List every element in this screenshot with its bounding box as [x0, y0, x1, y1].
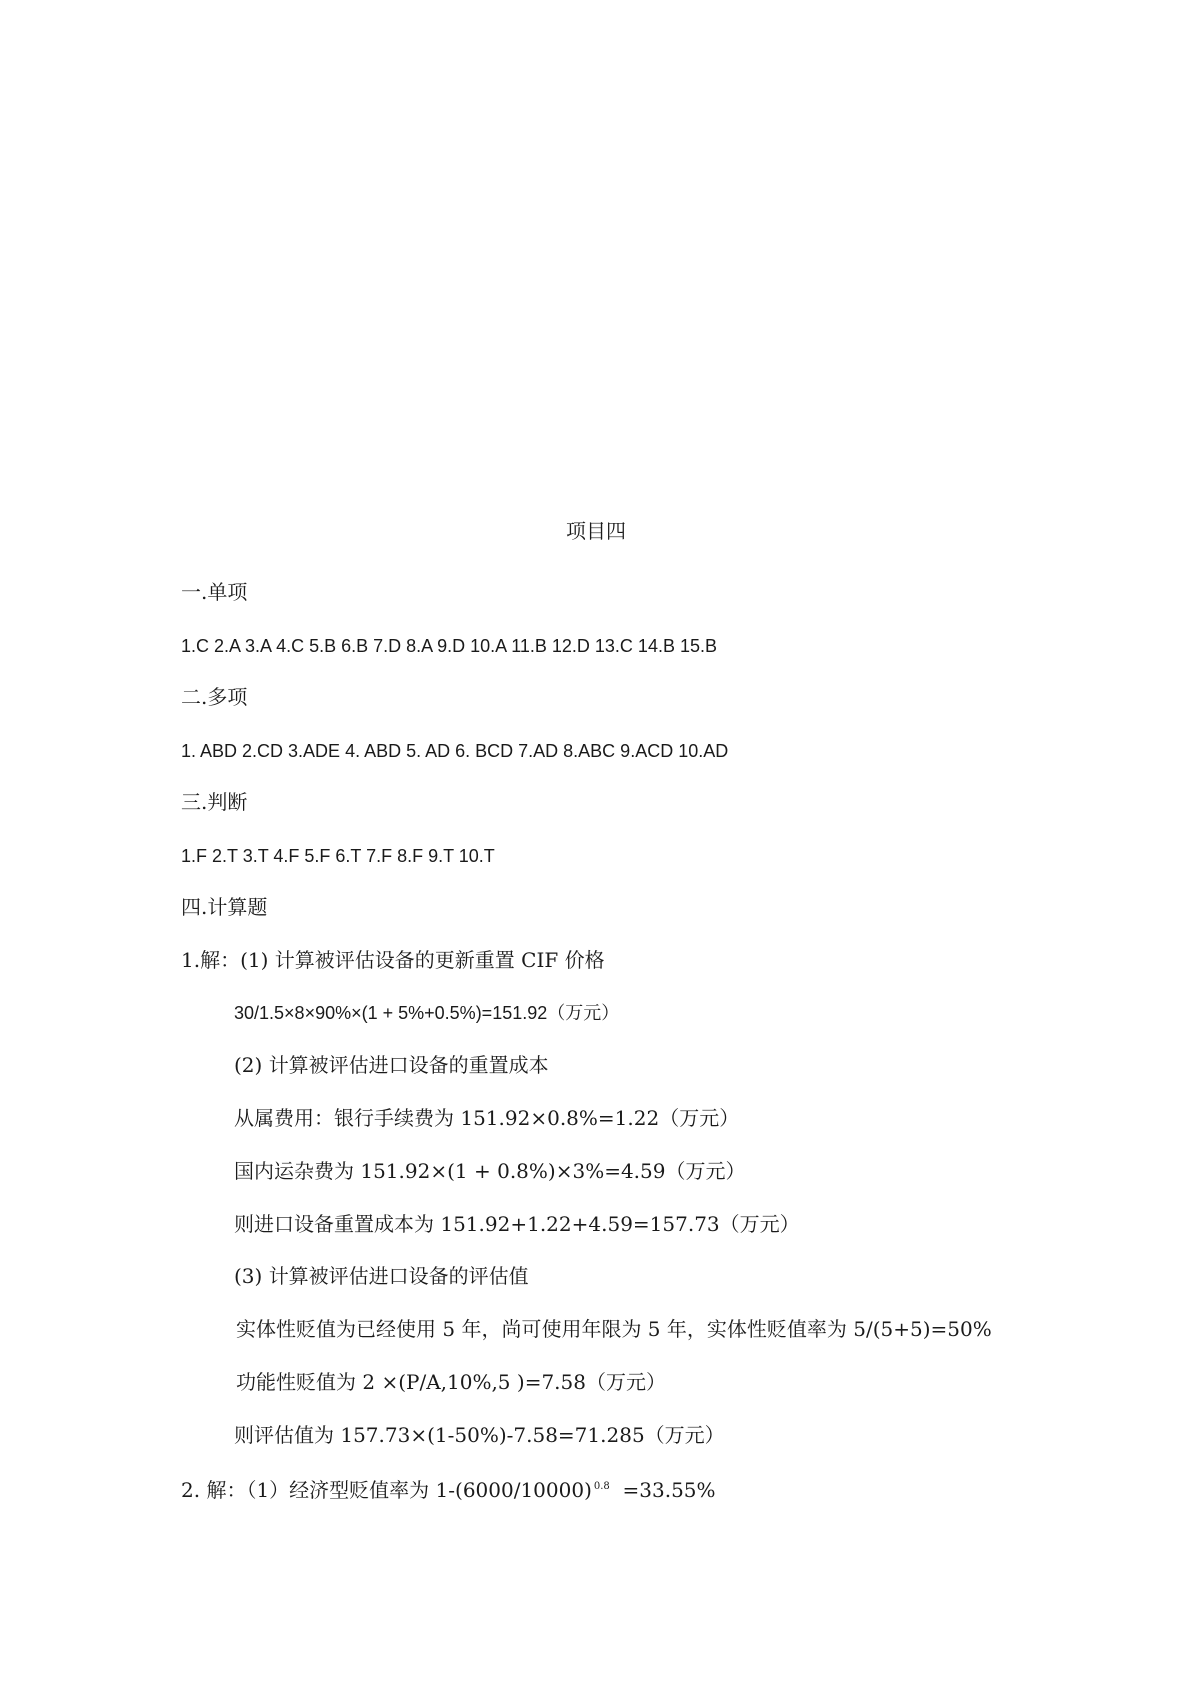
problem1-step3-line2: 功能性贬值为 2 ×(P/A,10%,5 )=7.58（万元） [236, 1370, 666, 1394]
problem1-step2-title: (2) 计算被评估进口设备的重置成本 [234, 1053, 549, 1077]
problem2-step1-exponent: 0.8 [593, 1481, 610, 1492]
true-false-answers: 1.F 2.T 3.T 4.F 5.F 6.T 7.F 8.F 9.T 10.T [181, 846, 495, 866]
problem1-step3-title: (3) 计算被评估进口设备的评估值 [234, 1264, 529, 1288]
page-title: 项目四 [566, 519, 626, 543]
problem1-step2-line1: 从属费用：银行手续费为 151.92×0.8%=1.22（万元） [234, 1106, 740, 1130]
section-heading-single-choice: 一.单项 [181, 580, 248, 604]
problem1-header [181, 950, 605, 970]
problem1-step1-title: (1) 计算被评估设备的更新重置 CIF 价格 [240, 948, 605, 972]
problem1-label: 1.解： [181, 948, 241, 972]
section-heading-multiple-choice: 二.多项 [181, 685, 248, 709]
problem2-line1 [181, 1480, 716, 1500]
section-heading-true-false: 三.判断 [181, 790, 248, 814]
problem1-step2-line3: 则进口设备重置成本为 151.92+1.22+4.59=157.73（万元） [234, 1212, 800, 1236]
problem1-step3-line1: 实体性贬值为已经使用 5 年，尚可使用年限为 5 年，实体性贬值率为 5/(5+5)=50% [236, 1317, 992, 1341]
multiple-choice-answers: 1. ABD 2.CD 3.ADE 4. ABD 5. AD 6. BCD 7.AD 8.ABC 9.ACD 10.AD [181, 741, 729, 761]
problem1-step3-line3: 则评估值为 157.73×(1-50%)-7.58=71.285（万元） [234, 1423, 725, 1447]
problem2-step1-result: =33.55% [609, 1478, 716, 1502]
single-choice-answers: 1.C 2.A 3.A 4.C 5.B 6.B 7.D 8.A 9.D 10.A 11.B 12.D 13.C 14.B 15.B [181, 636, 717, 656]
problem1-step2-line2: 国内运杂费为 151.92×(1 + 0.8%)×3%=4.59（万元） [234, 1159, 746, 1183]
section-heading-calculation: 四.计算题 [181, 895, 268, 919]
problem2-label: 2. 解： [181, 1478, 247, 1502]
problem2-step1-prefix: （1）经济型贬值率为 1-(6000/10000) [246, 1478, 592, 1502]
problem1-step1-formula: 30/1.5×8×90%×(1 + 5%+0.5%)=151.92（万元） [234, 1003, 620, 1023]
